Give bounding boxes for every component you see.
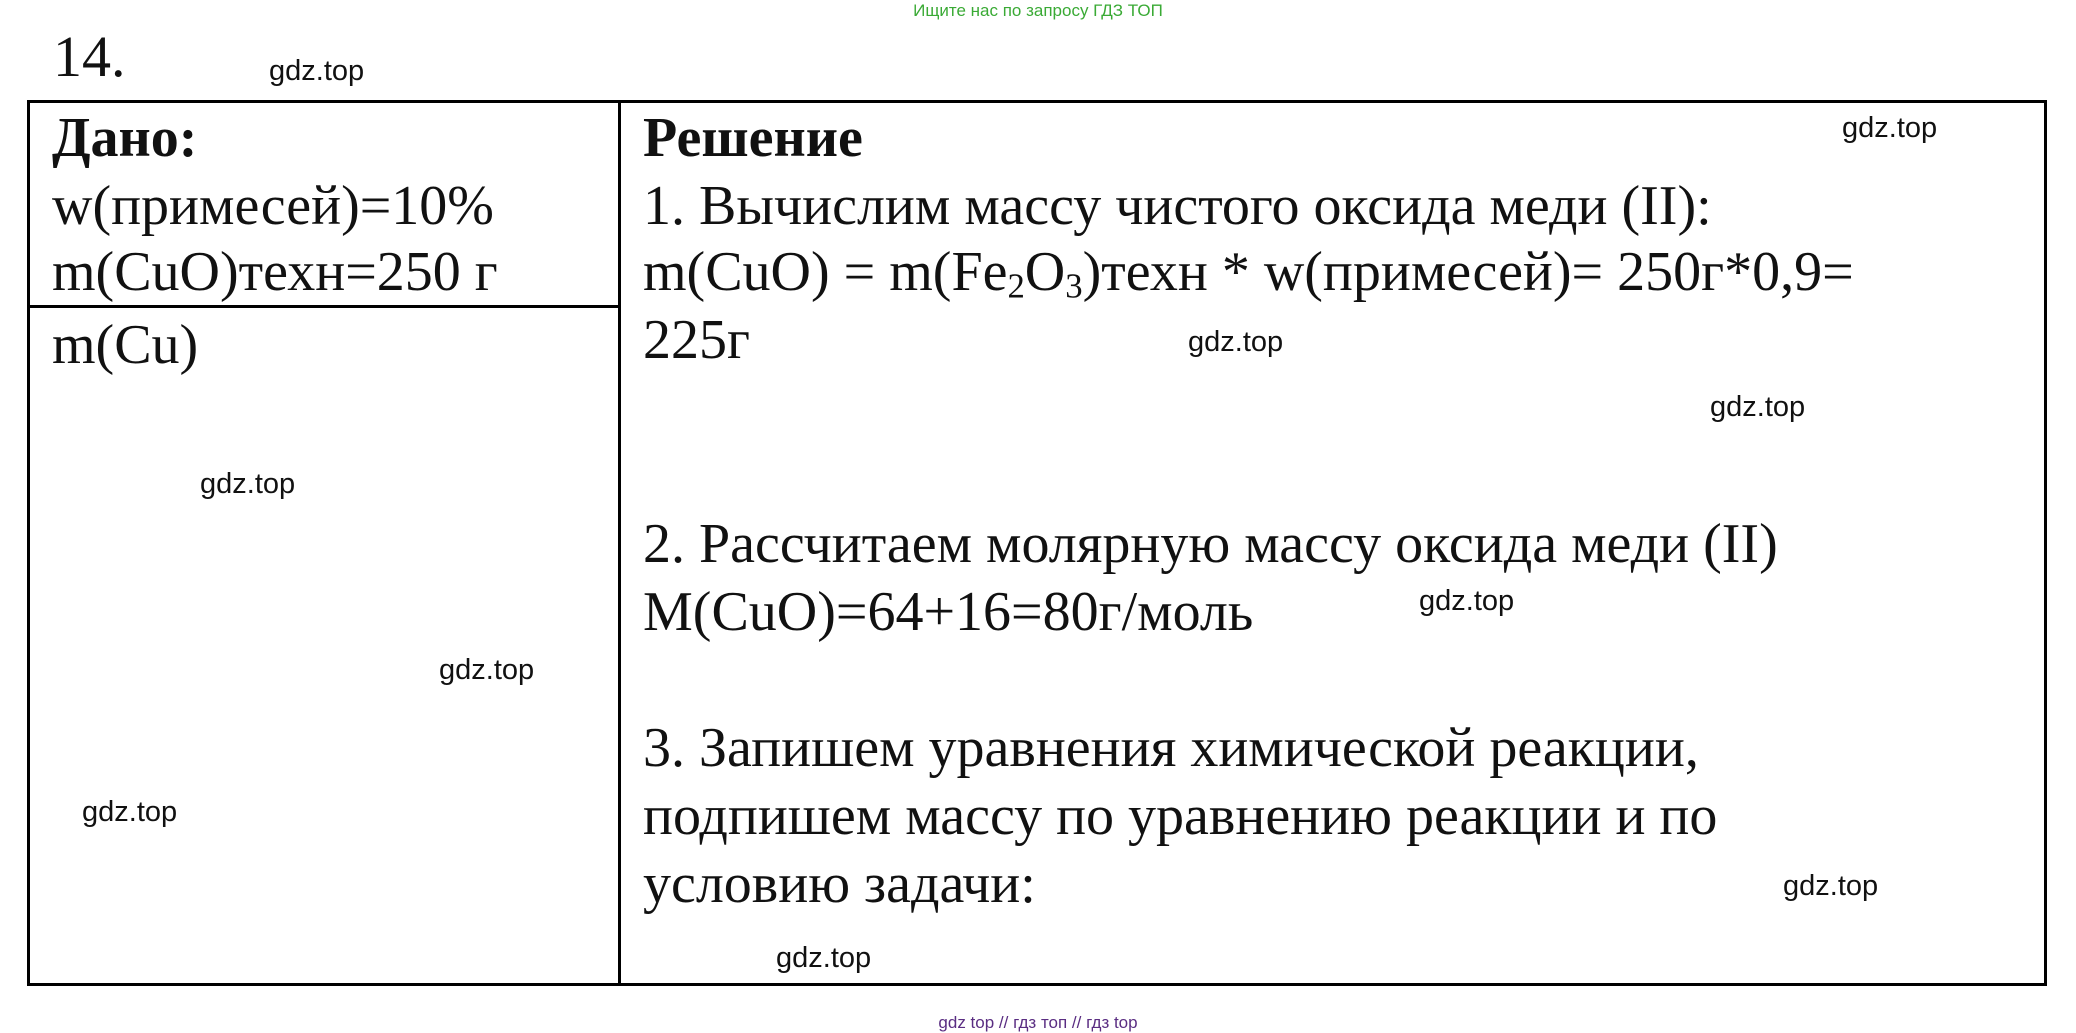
given-heading: Дано: [52, 107, 198, 169]
solution-heading: Решение [643, 107, 863, 169]
step1-equation: $m(CuO) = m(Fe_2O_3)техн$ * w(примесей)= 250г*0,9= [643, 241, 1854, 306]
footer-links[interactable]: gdz top // гдз топ // гдз top [938, 1013, 1138, 1032]
step1-result: 225г [643, 309, 750, 371]
watermark: gdz.top [1188, 326, 1284, 358]
watermark: gdz.top [776, 942, 872, 974]
step2-equation: M(CuO)=64+16=80г/моль [643, 581, 1254, 643]
watermark: gdz.top [269, 55, 365, 87]
given-impurity: w(примесей)=10% [52, 175, 494, 237]
watermark: gdz.top [200, 468, 296, 500]
step1-title: 1. Вычислим массу чистого оксида меди (II): [643, 175, 1712, 237]
watermark: gdz.top [1710, 391, 1806, 423]
find-value: m(Cu) [52, 314, 199, 376]
task-number: 14. [53, 24, 126, 89]
watermark: gdz.top [1783, 870, 1879, 902]
step3-line2: подпишем массу по уравнению реакции и по [643, 785, 1718, 847]
given-mass: m(CuO)техн=250 г [52, 241, 498, 303]
watermark: gdz.top [1419, 585, 1515, 617]
watermark: gdz.top [82, 796, 178, 828]
top-banner-link[interactable]: Ищите нас по запросу ГДЗ ТОП [913, 1, 1163, 20]
watermark: gdz.top [1842, 112, 1938, 144]
table-divider-vertical [618, 100, 621, 986]
watermark: gdz.top [439, 654, 535, 686]
step3-line1: 3. Запишем уравнения химической реакции, [643, 717, 1699, 779]
table-divider-horizontal [27, 305, 621, 308]
step2-title: 2. Рассчитаем молярную массу оксида меди (II) [643, 513, 1778, 575]
step3-line3: условию задачи: [643, 853, 1036, 915]
